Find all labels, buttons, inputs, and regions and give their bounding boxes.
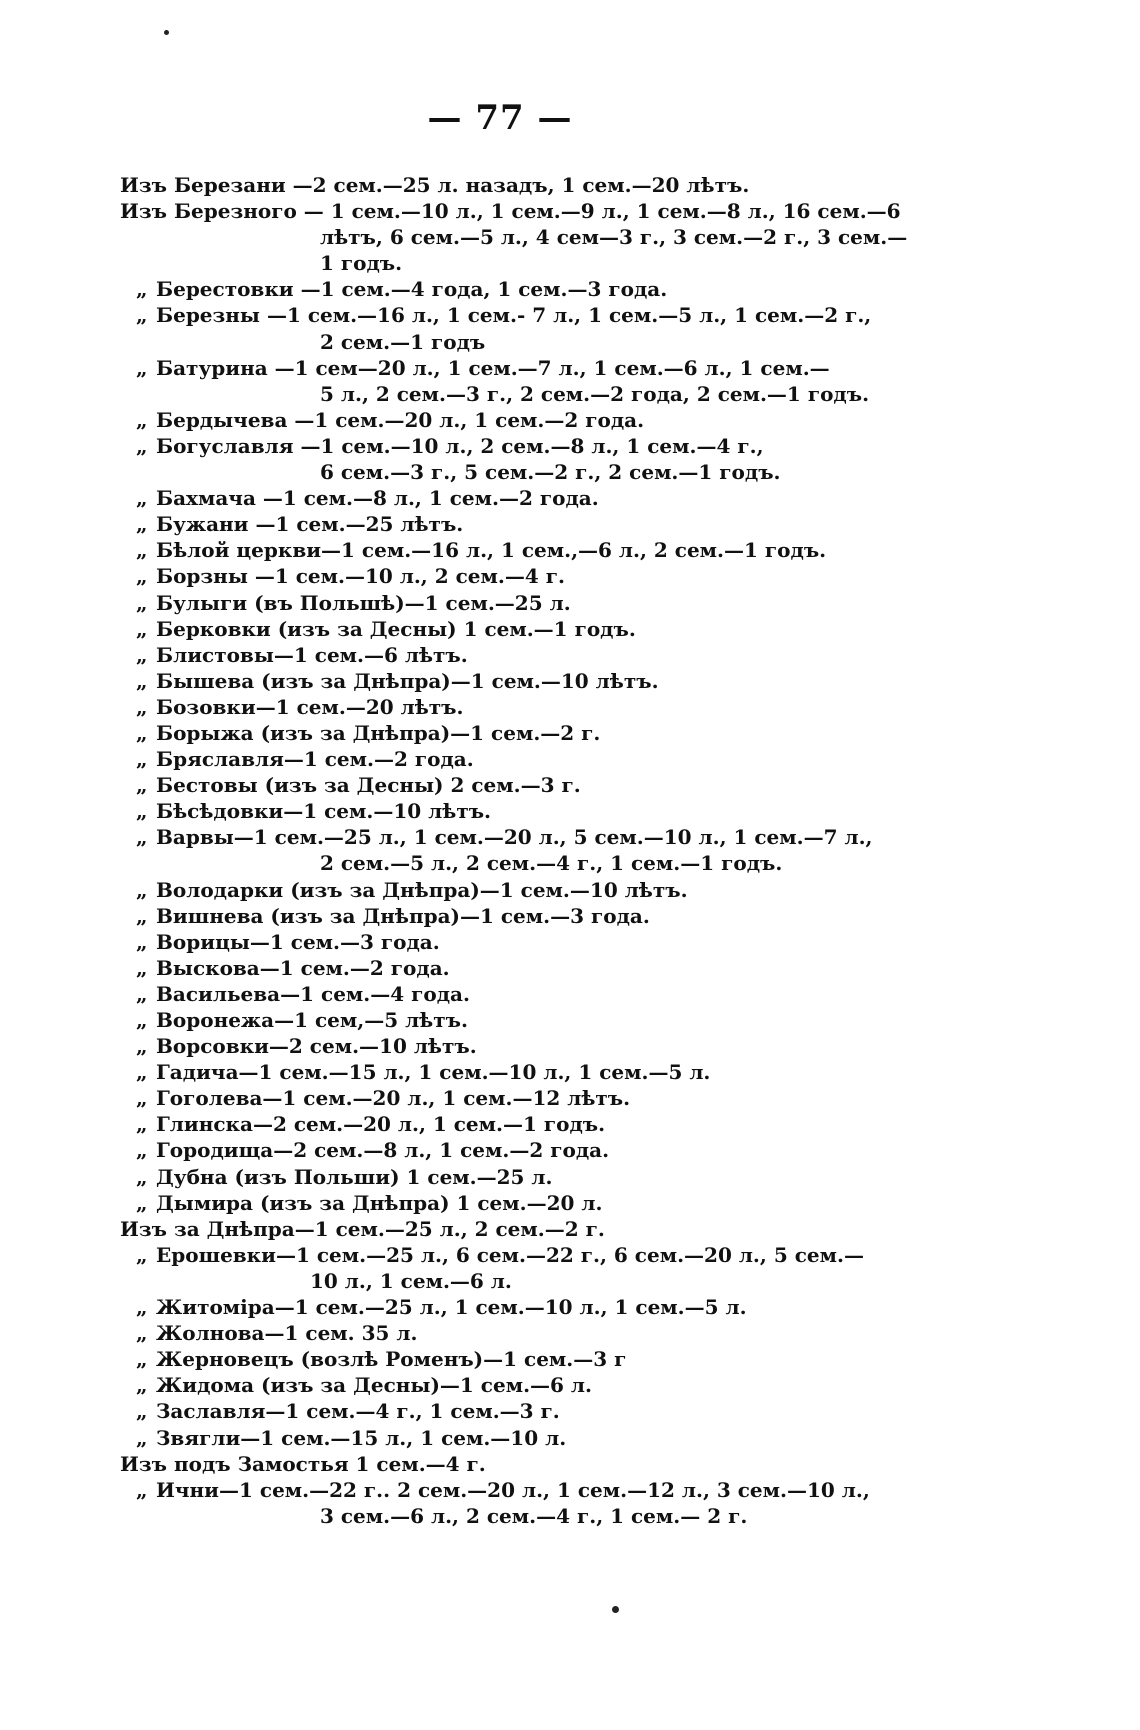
entry-text: Изъ Березани —2 сем.—25 л. назадъ, 1 сем.—20 лѣтъ. — [120, 173, 750, 197]
entry-text: Бозовки—1 сем.—20 лѣтъ. — [156, 694, 464, 719]
ditto-mark: „ — [136, 720, 148, 745]
ditto-mark: „ — [136, 668, 148, 693]
entry-text: Дубна (изъ Польши) 1 сем.—25 л. — [156, 1164, 553, 1189]
entry-text: Изъ за Днѣпра—1 сем.—25 л., 2 сем.—2 г. — [120, 1216, 605, 1241]
list-item — [120, 903, 950, 929]
list-item — [120, 302, 950, 354]
list-item — [120, 616, 950, 642]
entry-text: Бѣсѣдовки—1 сем.—10 лѣтъ. — [156, 799, 492, 824]
entry-text: Гоголева—1 сем.—20 л., 1 сем.—12 лѣтъ. — [156, 1086, 631, 1111]
list-item — [120, 877, 950, 903]
ditto-mark: „ — [136, 616, 148, 641]
entry-text: Городища—2 сем.—8 л., 1 сем.—2 года. — [156, 1138, 610, 1163]
entry-text: Бердычева —1 сем.—20 л., 1 сем.—2 года. — [156, 407, 645, 432]
entry-text: Блистовы—1 сем.—6 лѣтъ. — [156, 642, 468, 667]
entry-text: Борзны —1 сем.—10 л., 2 сем.—4 г. — [156, 564, 565, 589]
list-item — [120, 1033, 950, 1059]
entry-text: Богуславля —1 сем.—10 л., 2 сем.—8 л., 1 сем.—4 г., — [156, 433, 764, 458]
list-item — [120, 172, 950, 198]
ditto-mark: „ — [136, 1242, 148, 1267]
list-item — [120, 1451, 950, 1477]
ditto-mark: „ — [136, 1399, 148, 1424]
entry-continuation: 5 л., 2 сем.—3 г., 2 сем.—2 года, 2 сем.—1 годъ. — [320, 381, 870, 406]
entry-text: Жолнова—1 сем. 35 л. — [156, 1321, 418, 1346]
list-item — [120, 1007, 950, 1033]
ditto-mark: „ — [136, 1060, 148, 1085]
ditto-mark: „ — [136, 799, 148, 824]
ditto-mark: „ — [136, 1295, 148, 1320]
ditto-mark: „ — [136, 1190, 148, 1215]
entry-text: Жерновецъ (возлѣ Роменъ)—1 сем.—3 г — [156, 1347, 627, 1372]
entry-text: Гадича—1 сем.—15 л., 1 сем.—10 л., 1 сем.—5 л. — [156, 1060, 711, 1085]
list-item — [120, 694, 950, 720]
list-item — [120, 1242, 950, 1294]
ditto-mark: „ — [136, 512, 148, 537]
list-item — [120, 1372, 950, 1398]
list-item — [120, 198, 950, 276]
entry-continuation: 6 сем.—3 г., 5 сем.—2 г., 2 сем.—1 годъ. — [320, 460, 781, 485]
list-item — [120, 746, 950, 772]
list-item — [120, 355, 950, 407]
speck-mark — [164, 30, 169, 35]
entry-text: Бѣлой церкви—1 сем.—16 л., 1 сем.,—6 л., 2 сем.—1 годъ. — [156, 538, 827, 563]
entry-continuation: 3 сем.—6 л., 2 сем.—4 г., 1 сем.— 2 г. — [320, 1503, 748, 1528]
entry-text: Борыжа (изъ за Днѣпра)—1 сем.—2 г. — [156, 720, 601, 745]
entry-continuation: 1 годъ. — [320, 251, 403, 276]
ditto-mark: „ — [136, 929, 148, 954]
entry-text: Варвы—1 сем.—25 л., 1 сем.—20 л., 5 сем.—10 л., 1 сем.—7 л., — [156, 825, 873, 850]
ditto-mark: „ — [136, 303, 148, 328]
entry-text: Батурина —1 сем—20 л., 1 сем.—7 л., 1 сем.—6 л., 1 сем.— — [156, 355, 830, 380]
list-item — [120, 1216, 950, 1242]
page-number: — 77 — — [427, 98, 573, 138]
list-item — [120, 590, 950, 616]
ditto-mark: „ — [136, 407, 148, 432]
list-item — [120, 668, 950, 694]
entry-text: Изъ Березного — 1 сем.—10 л., 1 сем.—9 л., 1 сем.—8 л., 16 сем.—6 — [120, 199, 901, 224]
entry-text: Житоміра—1 сем.—25 л., 1 сем.—10 л., 1 сем.—5 л. — [156, 1295, 747, 1320]
entry-text: Ерошевки—1 сем.—25 л., 6 сем.—22 г., 6 сем.—20 л., 5 сем.— — [156, 1242, 864, 1267]
ditto-mark: „ — [136, 955, 148, 980]
entry-text: Булыги (въ Польшѣ)—1 сем.—25 л. — [156, 590, 571, 615]
list-item — [120, 1320, 950, 1346]
list-item — [120, 1085, 950, 1111]
entry-list — [120, 172, 950, 1529]
entry-continuation: 2 сем.—1 годъ — [320, 329, 486, 354]
entry-text: Бужани —1 сем.—25 лѣтъ. — [156, 512, 464, 537]
list-item — [120, 1477, 950, 1529]
list-item — [120, 798, 950, 824]
entry-text: Васильева—1 сем.—4 года. — [156, 981, 470, 1006]
list-item — [120, 1059, 950, 1085]
list-item — [120, 276, 950, 302]
list-item — [120, 511, 950, 537]
list-item — [120, 1111, 950, 1137]
list-item — [120, 407, 950, 433]
list-item — [120, 1190, 950, 1216]
ditto-mark: „ — [136, 1138, 148, 1163]
ditto-mark: „ — [136, 642, 148, 667]
entry-text: Бышева (изъ за Днѣпра)—1 сем.—10 лѣтъ. — [156, 668, 659, 693]
list-item — [120, 433, 950, 485]
entry-text: Бестовы (изъ за Десны) 2 сем.—3 г. — [156, 773, 581, 798]
ditto-mark: „ — [136, 486, 148, 511]
ditto-mark: „ — [136, 1477, 148, 1502]
entry-text: Берковки (изъ за Десны) 1 сем.—1 годъ. — [156, 616, 636, 641]
entry-text: Воронежа—1 сем,—5 лѣтъ. — [156, 1008, 468, 1032]
entry-text: Заславля—1 сем.—4 г., 1 сем.—3 г. — [156, 1399, 560, 1424]
entry-text: Березны —1 сем.—16 л., 1 сем.- 7 л., 1 сем.—5 л., 1 сем.—2 г., — [156, 303, 872, 328]
ditto-mark: „ — [136, 1086, 148, 1111]
ditto-mark: „ — [136, 433, 148, 458]
entry-text: Вишнева (изъ за Днѣпра)—1 сем.—3 года. — [156, 903, 650, 928]
entry-continuation: 10 л., 1 сем.—6 л. — [310, 1268, 512, 1293]
ditto-mark: „ — [136, 694, 148, 719]
ditto-mark: „ — [136, 355, 148, 380]
entry-text: Бахмача —1 сем.—8 л., 1 сем.—2 года. — [156, 486, 599, 511]
ditto-mark: „ — [136, 981, 148, 1006]
entry-text: Берестовки —1 сем.—4 года, 1 сем.—3 года. — [156, 277, 668, 302]
entry-continuation: 2 сем.—5 л., 2 сем.—4 г., 1 сем.—1 годъ. — [320, 851, 783, 876]
entry-text: Ворицы—1 сем.—3 года. — [156, 929, 440, 954]
ditto-mark: „ — [136, 1034, 148, 1059]
speck-mark — [612, 1606, 619, 1613]
entry-text: Изъ подъ Замостья 1 сем.—4 г. — [120, 1451, 486, 1476]
list-item — [120, 955, 950, 981]
ditto-mark: „ — [136, 773, 148, 798]
entry-text: Ворсовки—2 сем.—10 лѣтъ. — [156, 1034, 477, 1059]
ditto-mark: „ — [136, 747, 148, 772]
list-item — [120, 563, 950, 589]
ditto-mark: „ — [136, 1321, 148, 1346]
list-item — [120, 824, 950, 876]
entry-text: Жидома (изъ за Десны)—1 сем.—6 л. — [156, 1373, 592, 1398]
ditto-mark: „ — [136, 877, 148, 902]
entry-text: Звягли—1 сем.—15 л., 1 сем.—10 л. — [156, 1425, 567, 1450]
ditto-mark: „ — [136, 903, 148, 928]
list-item — [120, 537, 950, 563]
entry-text: Володарки (изъ за Днѣпра)—1 сем.—10 лѣтъ. — [156, 877, 688, 902]
list-item — [120, 772, 950, 798]
list-item — [120, 1294, 950, 1320]
list-item — [120, 485, 950, 511]
list-item — [120, 981, 950, 1007]
ditto-mark: „ — [136, 564, 148, 589]
entry-text: Бряславля—1 сем.—2 года. — [156, 747, 474, 772]
list-item — [120, 1346, 950, 1372]
list-item — [120, 929, 950, 955]
ditto-mark: „ — [136, 1112, 148, 1137]
list-item — [120, 1425, 950, 1451]
list-item — [120, 1164, 950, 1190]
ditto-mark: „ — [136, 1373, 148, 1398]
ditto-mark: „ — [136, 825, 148, 850]
ditto-mark: „ — [136, 590, 148, 615]
ditto-mark: „ — [136, 1425, 148, 1450]
list-item — [120, 720, 950, 746]
entry-continuation: лѣтъ, 6 сем.—5 л., 4 сем—3 г., 3 сем.—2 г., 3 сем.— — [320, 225, 908, 250]
ditto-mark: „ — [136, 1164, 148, 1189]
ditto-mark: „ — [136, 1347, 148, 1372]
entry-text: Глинска—2 сем.—20 л., 1 сем.—1 годъ. — [156, 1112, 606, 1137]
entry-text: Ични—1 сем.—22 г.. 2 сем.—20 л., 1 сем.—12 л., 3 сем.—10 л., — [156, 1477, 870, 1502]
list-item — [120, 1137, 950, 1163]
ditto-mark: „ — [136, 277, 148, 302]
ditto-mark: „ — [136, 538, 148, 563]
entry-text: Дымира (изъ за Днѣпра) 1 сем.—20 л. — [156, 1190, 603, 1215]
list-item — [120, 1398, 950, 1424]
entry-text: Выскова—1 сем.—2 года. — [156, 955, 450, 980]
list-item — [120, 642, 950, 668]
ditto-mark: „ — [136, 1008, 148, 1032]
